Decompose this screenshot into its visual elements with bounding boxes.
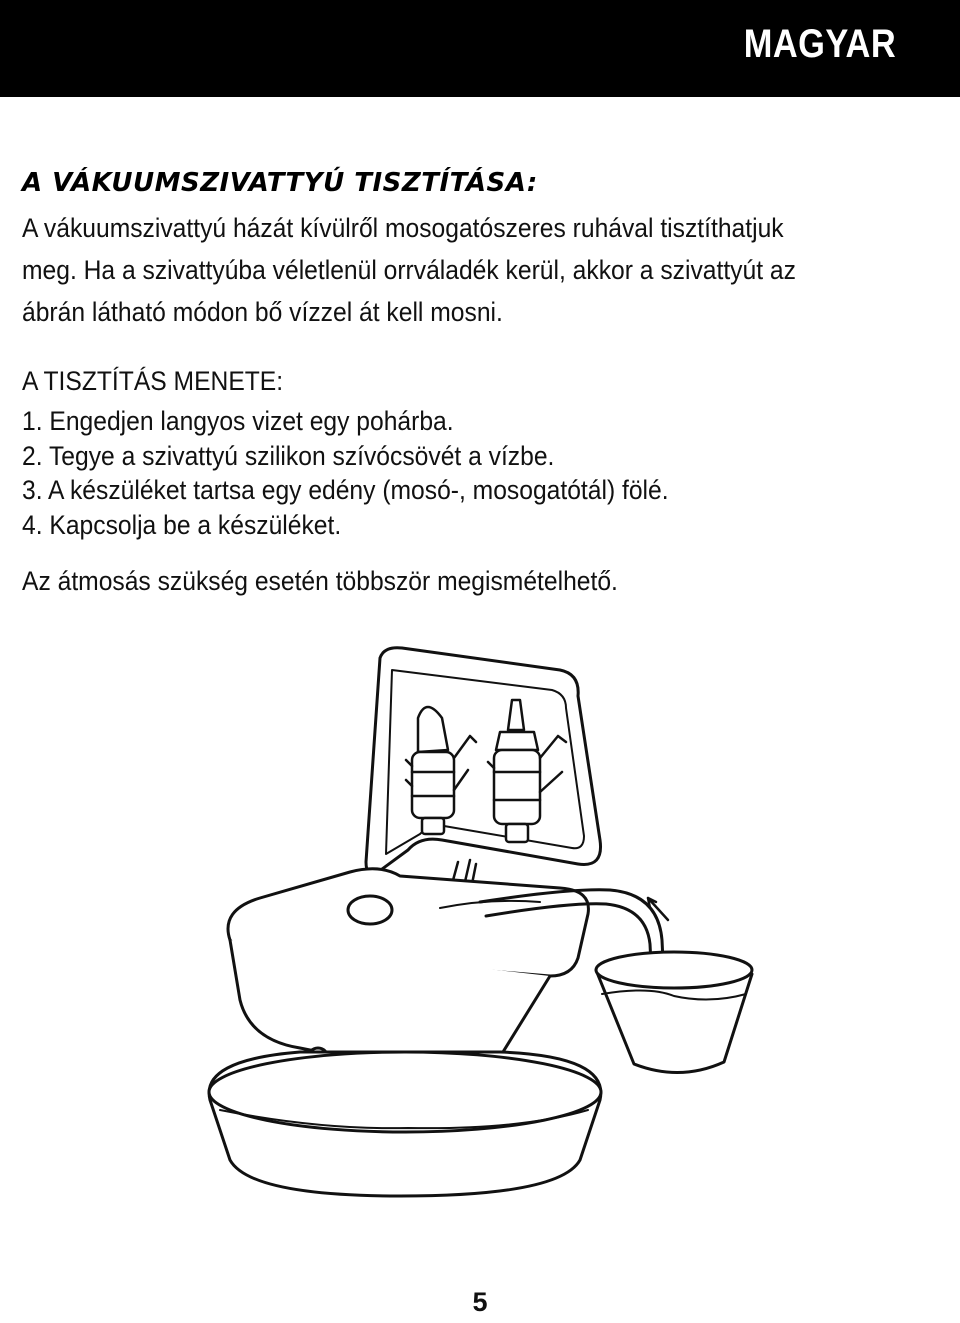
step-item: 3. A készüléket tartsa egy edény (mosó-, mosogatótál) fölé. (22, 475, 669, 505)
step-item: 4. Kapcsolja be a készüléket. (22, 509, 342, 540)
header-bar (0, 0, 960, 97)
page-number: 5 (472, 1287, 488, 1317)
section-title: A VÁKUUMSZIVATTYÚ TISZTÍTÁSA: (22, 168, 538, 198)
intro-line: A vákuumszivattyú házát kívülről mosogatószeres ruhával tisztíthatjuk (22, 213, 784, 243)
power-button (348, 896, 392, 924)
step-item: 1. Engedjen langyos vizet egy pohárba. (22, 406, 454, 436)
steps-heading: A TISZTÍTÁS MENETE: (22, 366, 284, 396)
intro-line: ábrán látható módon bő vízzel át kell mosni. (22, 297, 503, 327)
language-label: MAGYAR (743, 22, 896, 66)
vacuum-pump-cleaning-illustration (180, 640, 780, 1200)
repeat-note: Az átmosás szükség esetén többször megismételhető. (22, 566, 618, 596)
intro-paragraph (22, 207, 859, 333)
intro-line: meg. Ha a szivattyúba véletlenül orrváladék kerül, akkor a szivattyút az (22, 255, 796, 285)
steps-list (22, 404, 669, 542)
step-item: 2. Tegye a szivattyú szilikon szívócsövét a vízbe. (22, 440, 555, 471)
